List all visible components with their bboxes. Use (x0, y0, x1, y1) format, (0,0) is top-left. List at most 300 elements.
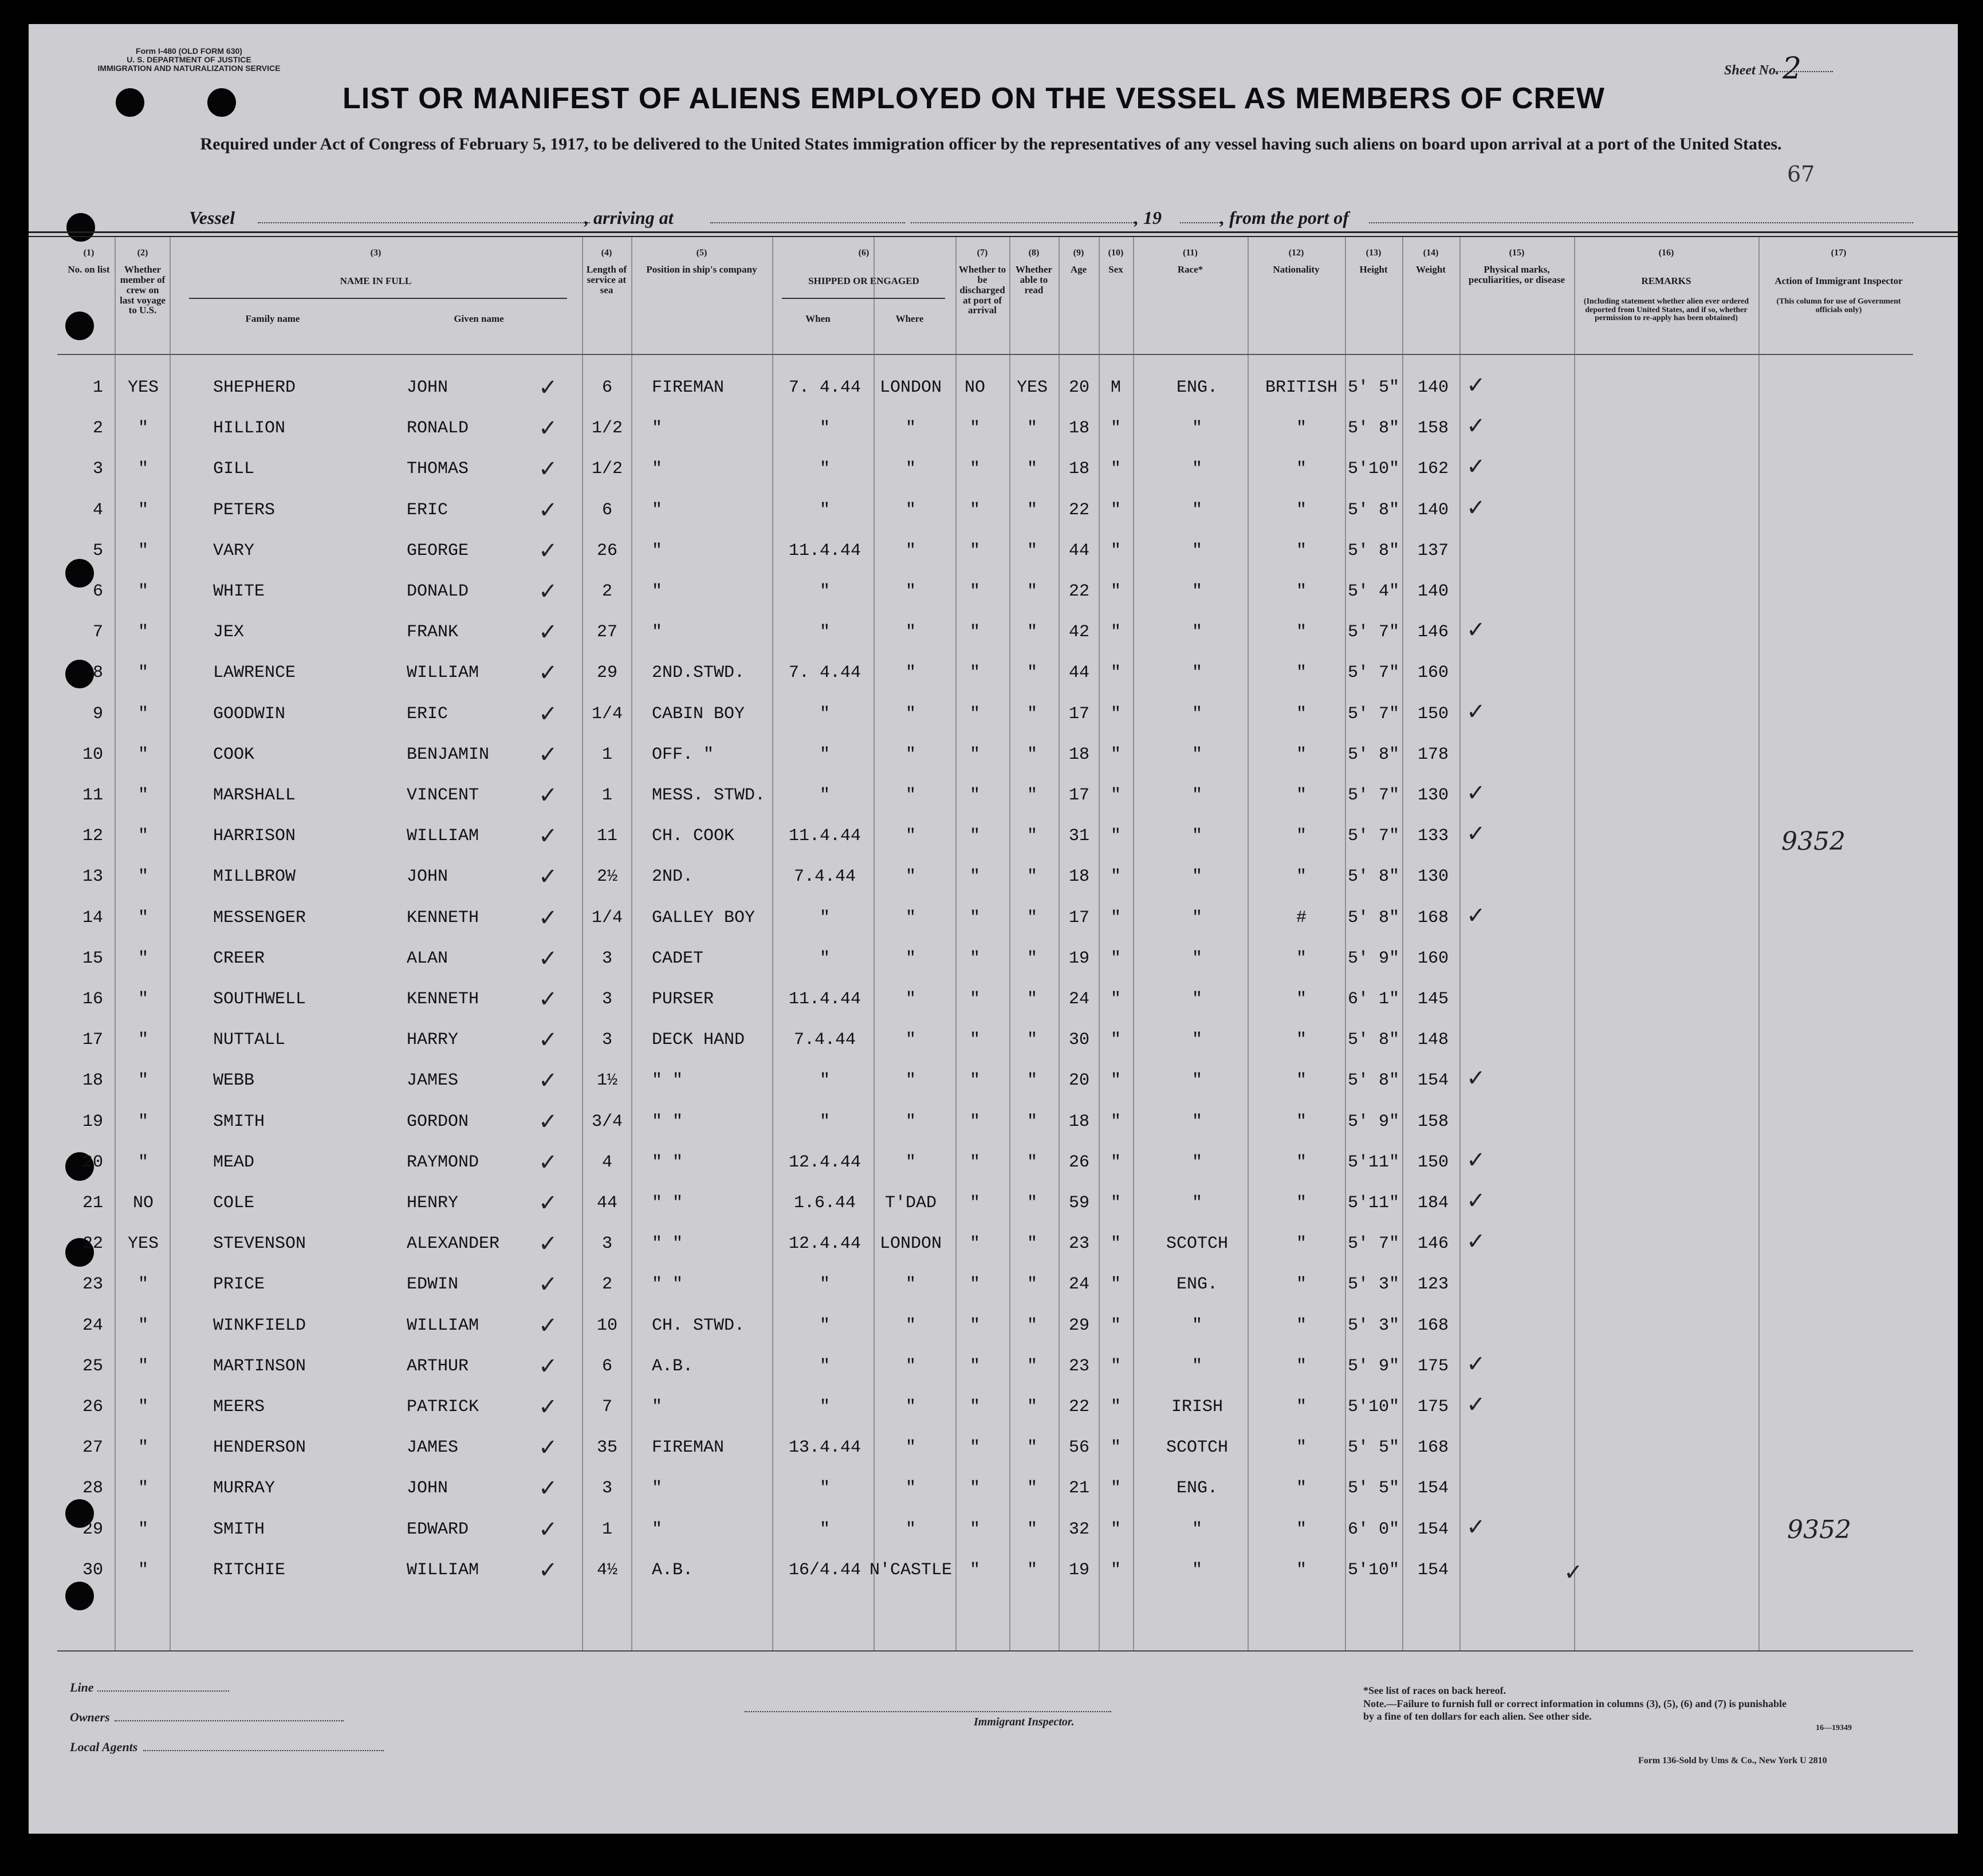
cell-height: 6' 0" (1347, 1519, 1399, 1539)
cell-prev: YES (127, 378, 159, 397)
cell-where: " (905, 459, 916, 479)
cell-height: 5'11" (1347, 1152, 1399, 1172)
cell-family: HARRISON (213, 826, 296, 846)
cell-nationality: " (1296, 1112, 1307, 1132)
cell-nationality: " (1296, 1030, 1307, 1050)
cell-where: " (905, 500, 916, 520)
year-field (1180, 222, 1220, 223)
cell-position: CH. STWD. (652, 1315, 745, 1335)
cell-service: 3/4 (591, 1112, 623, 1132)
cell-service: 1 (601, 744, 612, 764)
column-label: Weight (1416, 264, 1446, 275)
cell-sex: " (1110, 541, 1121, 561)
cell-discharge: " (969, 1397, 980, 1417)
cell-race: " (1191, 1519, 1202, 1539)
table-row (29, 698, 1958, 728)
cell-when: 11.4.44 (788, 990, 861, 1009)
cell-no: 4 (92, 500, 103, 520)
column-number: (7) (977, 248, 988, 258)
cell-no: 25 (82, 1356, 103, 1376)
cell-discharge: " (969, 1234, 980, 1254)
cell-discharge: " (969, 582, 980, 601)
cell-read: " (1026, 704, 1037, 724)
column-divider (1059, 237, 1060, 1650)
cell-weight: 162 (1417, 459, 1449, 479)
cell-where: N'CASTLE (869, 1560, 953, 1580)
cell-read: " (1026, 990, 1037, 1009)
cell-race: ENG. (1176, 378, 1218, 397)
check-mark-icon: ✓ (538, 700, 558, 727)
year-label: , 19 (1134, 207, 1162, 228)
cell-discharge: " (969, 786, 980, 805)
cell-nationality: " (1296, 541, 1307, 561)
column-divider (1345, 237, 1346, 1650)
cell-race: " (1191, 1193, 1202, 1213)
cell-no: 28 (82, 1479, 103, 1499)
check-mark-icon: ✓ (1466, 780, 1486, 806)
column-note: (Including statement whether alien ever ordered deported from United States, and if so, whether permission to re-apply has been obtained) (1583, 297, 1749, 323)
cell-height: 5' 7" (1347, 622, 1399, 643)
cell-discharge: " (969, 1356, 980, 1376)
cell-service: 3 (601, 1030, 612, 1050)
cell-nationality: " (1296, 867, 1307, 887)
cell-service: 4½ (596, 1560, 617, 1580)
cell-age: 17 (1068, 908, 1089, 928)
cell-position: " (652, 419, 663, 439)
table-row (29, 1188, 1958, 1217)
cell-nationality: " (1296, 1479, 1307, 1499)
cell-given: VINCENT (407, 786, 479, 805)
cell-weight: 145 (1417, 990, 1449, 1009)
cell-given: BENJAMIN (407, 744, 490, 764)
column-number: (6) (858, 248, 869, 258)
cell-weight: 154 (1417, 1071, 1449, 1091)
cell-sex: " (1110, 1438, 1121, 1458)
cell-prev: " (137, 1438, 148, 1458)
cell-height: 5' 8" (1347, 867, 1399, 887)
cell-when: " (819, 704, 830, 724)
cell-read: " (1026, 826, 1037, 846)
cell-weight: 146 (1417, 622, 1449, 643)
cell-race: " (1191, 1315, 1202, 1335)
check-mark-icon: ✓ (1466, 1188, 1486, 1214)
cell-given: HARRY (407, 1030, 459, 1050)
table-row (29, 1556, 1958, 1586)
cell-position: " (652, 1397, 663, 1417)
cell-nationality: # (1296, 908, 1307, 928)
cell-prev: " (137, 704, 148, 724)
table-row (29, 1392, 1958, 1421)
cell-service: 1 (601, 786, 612, 805)
check-mark-icon: ✓ (1466, 494, 1486, 521)
cell-read: " (1026, 1071, 1037, 1091)
cell-where: " (905, 1071, 916, 1091)
cell-where: " (905, 744, 916, 764)
cell-position: " " (652, 1193, 683, 1213)
cell-service: 4 (601, 1152, 612, 1172)
cell-position: MESS. STWD. (652, 786, 766, 805)
cell-age: 20 (1068, 1071, 1089, 1091)
from-port-field (1369, 222, 1913, 223)
cell-where: " (905, 1356, 916, 1376)
cell-age: 32 (1068, 1519, 1089, 1539)
cell-age: 22 (1068, 1397, 1089, 1417)
cell-prev: " (137, 419, 148, 439)
cell-discharge: " (969, 1112, 980, 1132)
cell-service: 27 (596, 622, 617, 643)
check-mark-icon: ✓ (538, 1516, 558, 1543)
cell-nationality: " (1296, 1234, 1307, 1254)
cell-no: 9 (92, 704, 103, 724)
cell-discharge: " (969, 1560, 980, 1580)
column-sublabel: When (805, 313, 831, 324)
cell-when: " (819, 948, 830, 968)
cell-nationality: " (1296, 622, 1307, 643)
table-row (29, 413, 1958, 443)
cell-position: PURSER (652, 990, 714, 1009)
check-mark-icon: ✓ (538, 904, 558, 931)
arriving-at-label: , arriving at (584, 207, 674, 228)
check-mark-icon: ✓ (538, 1067, 558, 1094)
punch-hole (116, 88, 144, 117)
cell-race: " (1191, 459, 1202, 479)
cell-read: " (1026, 1112, 1037, 1132)
cell-discharge: " (969, 990, 980, 1009)
cell-no: 24 (82, 1315, 103, 1335)
cell-when: " (819, 582, 830, 601)
cell-read: " (1026, 663, 1037, 683)
cell-race: " (1191, 826, 1202, 846)
cell-weight: 158 (1417, 1112, 1449, 1132)
table-row (29, 1271, 1958, 1299)
cell-sex: " (1110, 1193, 1121, 1213)
cell-discharge: " (969, 459, 980, 479)
cell-family: COLE (213, 1193, 255, 1213)
cell-height: 5'11" (1347, 1193, 1399, 1213)
cell-race: " (1191, 1112, 1202, 1132)
cell-no: 23 (82, 1275, 103, 1295)
cell-family: NUTTALL (213, 1030, 286, 1050)
cell-no: 12 (82, 826, 103, 846)
cell-sex: " (1110, 1560, 1121, 1580)
cell-read: " (1026, 500, 1037, 520)
cell-discharge: " (969, 1438, 980, 1458)
cell-position: " " (652, 1152, 683, 1172)
cell-prev: " (137, 1356, 148, 1376)
cell-race: " (1191, 419, 1202, 439)
cell-no: 1 (92, 378, 103, 397)
cell-weight: 168 (1417, 1438, 1449, 1458)
cell-discharge: " (969, 1193, 980, 1213)
cell-where: " (905, 786, 916, 805)
cell-given: WILLIAM (407, 826, 479, 846)
page-title: LIST OR MANIFEST OF ALIENS EMPLOYED ON THE VESSEL AS MEMBERS OF CREW (343, 82, 1605, 115)
cell-race: " (1191, 500, 1202, 520)
header-rule (29, 231, 1958, 233)
column-label: Whether able to read (1015, 264, 1053, 295)
cell-height: 5' 8" (1347, 1030, 1399, 1050)
cell-sex: " (1110, 1030, 1121, 1050)
cell-age: 30 (1068, 1030, 1089, 1050)
cell-family: LAWRENCE (213, 663, 296, 683)
cell-age: 17 (1068, 786, 1089, 805)
cell-nationality: " (1296, 1356, 1307, 1376)
cell-sex: " (1110, 459, 1121, 479)
column-label: Length of service at sea (586, 264, 627, 295)
cell-family: MEERS (213, 1397, 265, 1417)
cell-given: FRANK (407, 622, 459, 643)
cell-height: 5'10" (1347, 1397, 1399, 1417)
arriving-at-field (710, 222, 905, 223)
cell-where: " (905, 622, 916, 643)
cell-service: 1½ (596, 1071, 617, 1091)
form-code: 16—19349 (1816, 1724, 1852, 1732)
check-mark-icon: ✓ (1466, 902, 1486, 929)
column-label: Whether to be discharged at port of arrival (958, 264, 1006, 316)
cell-no: 22 (82, 1234, 103, 1254)
check-mark-icon: ✓ (538, 496, 558, 523)
footer-local-agents-field (143, 1750, 384, 1751)
cell-prev: " (137, 1519, 148, 1539)
punch-hole (65, 312, 94, 340)
check-mark-icon: ✓ (1466, 1514, 1486, 1540)
cell-read: " (1026, 908, 1037, 928)
cell-no: 27 (82, 1438, 103, 1458)
header-rule (29, 236, 1958, 237)
cell-read: " (1026, 1356, 1037, 1376)
cell-sex: " (1110, 1112, 1121, 1132)
cell-nationality: " (1296, 948, 1307, 968)
cell-service: 1/4 (591, 908, 623, 928)
cell-weight: 133 (1417, 826, 1449, 846)
cell-service: 2 (601, 582, 612, 601)
cell-height: 5' 5" (1347, 1438, 1399, 1458)
cell-read: " (1026, 459, 1037, 479)
column-number: (2) (137, 248, 148, 258)
cell-age: 18 (1068, 459, 1089, 479)
column-divider (1574, 237, 1575, 1650)
cell-service: 6 (601, 1356, 612, 1376)
cell-read: " (1026, 1315, 1037, 1335)
cell-race: " (1191, 786, 1202, 805)
cell-given: KENNETH (407, 908, 479, 928)
footer-line-field (97, 1690, 229, 1692)
cell-read: " (1026, 867, 1037, 887)
cell-race: ENG. (1176, 1479, 1218, 1499)
cell-weight: 146 (1417, 1234, 1449, 1254)
cell-where: " (905, 990, 916, 1009)
cell-prev: NO (132, 1193, 154, 1213)
cell-given: THOMAS (407, 459, 469, 479)
handwritten-note: 9352 (1787, 1515, 1851, 1544)
cell-weight: 140 (1417, 500, 1449, 520)
cell-position: " (652, 459, 663, 479)
check-mark-icon: ✓ (538, 1475, 558, 1502)
cell-prev: " (137, 1152, 148, 1172)
cell-when: 1.6.44 (793, 1193, 856, 1213)
cell-discharge: " (969, 704, 980, 724)
cell-where: " (905, 419, 916, 439)
cell-race: " (1191, 622, 1202, 643)
check-mark-icon: ✓ (538, 537, 558, 564)
check-mark-icon: ✓ (538, 1231, 558, 1258)
cell-position: 2ND. (652, 867, 694, 887)
cell-service: 35 (596, 1438, 617, 1458)
cell-discharge: " (969, 541, 980, 561)
cell-discharge: NO (964, 378, 985, 397)
cell-no: 15 (82, 948, 103, 968)
column-number: (4) (601, 248, 612, 258)
cell-when: " (819, 1356, 830, 1376)
cell-sex: " (1110, 826, 1121, 846)
cell-sex: " (1110, 1397, 1121, 1417)
cell-nationality: " (1296, 826, 1307, 846)
cell-race: " (1191, 582, 1202, 601)
cell-family: MURRAY (213, 1479, 276, 1499)
cell-no: 13 (82, 867, 103, 887)
column-divider (115, 237, 116, 1650)
cell-when: " (819, 419, 830, 439)
cell-prev: " (137, 948, 148, 968)
cell-age: 18 (1068, 1112, 1089, 1132)
cell-family: SHEPHERD (213, 378, 296, 397)
column-divider (1099, 237, 1100, 1650)
column-divider (1133, 237, 1134, 1650)
cell-nationality: " (1296, 663, 1307, 683)
cell-nationality: BRITISH (1265, 378, 1338, 397)
column-divider (1402, 237, 1403, 1650)
cell-read: " (1026, 1519, 1037, 1539)
column-number: (12) (1288, 248, 1304, 258)
form-number: Form I-480 (OLD FORM 630) (136, 46, 242, 56)
table-row (29, 1475, 1958, 1503)
cell-position: " (652, 1479, 663, 1499)
cell-family: MILLBROW (213, 867, 296, 887)
cell-no: 10 (82, 744, 103, 764)
cell-height: 5' 4" (1347, 582, 1399, 601)
column-label: Whether member of crew on last voyage to U.S. (120, 264, 166, 316)
cell-family: MEAD (213, 1152, 255, 1172)
cell-height: 5' 8" (1347, 908, 1399, 928)
cell-where: " (905, 908, 916, 928)
cell-nationality: " (1296, 1560, 1307, 1580)
cell-given: JOHN (407, 1479, 448, 1499)
column-number: (10) (1108, 248, 1124, 258)
table-row (29, 578, 1958, 606)
cell-discharge: " (969, 500, 980, 520)
column-divider (1009, 237, 1010, 1650)
cell-nationality: " (1296, 1071, 1307, 1091)
cell-no: 19 (82, 1112, 103, 1132)
cell-prev: " (137, 990, 148, 1009)
cell-position: " " (652, 1275, 683, 1295)
cell-discharge: " (969, 744, 980, 764)
column-label: Sex (1108, 264, 1123, 275)
column-sublabel: Given name (454, 313, 504, 324)
group-header-rule (189, 298, 567, 299)
sheet-number-label: Sheet No. (1724, 63, 1779, 78)
cell-family: CREER (213, 948, 265, 968)
cell-discharge: " (969, 908, 980, 928)
cell-when: " (819, 908, 830, 928)
cell-sex: " (1110, 1356, 1121, 1376)
cell-prev: " (137, 1030, 148, 1050)
cell-prev: " (137, 1479, 148, 1499)
check-mark-icon: ✓ (1466, 1228, 1486, 1255)
cell-weight: 178 (1417, 744, 1449, 764)
table-row (29, 1108, 1958, 1136)
cell-prev: " (137, 663, 148, 683)
cell-race: " (1191, 948, 1202, 968)
cell-family: JEX (213, 622, 245, 643)
cell-when: " (819, 500, 830, 520)
cell-when: " (819, 1519, 830, 1539)
cell-age: 26 (1068, 1152, 1089, 1172)
cell-read: " (1026, 419, 1037, 439)
cell-given: EDWIN (407, 1275, 459, 1295)
cell-family: STEVENSON (213, 1234, 306, 1254)
cell-no: 17 (82, 1030, 103, 1050)
cell-nationality: " (1296, 419, 1307, 439)
cell-height: 5' 8" (1347, 419, 1399, 439)
cell-no: 21 (82, 1193, 103, 1213)
cell-read: " (1026, 1234, 1037, 1254)
check-mark-icon: ✓ (538, 1434, 558, 1461)
cell-discharge: " (969, 1071, 980, 1091)
check-mark-icon: ✓ (538, 1190, 558, 1216)
table-row (29, 617, 1958, 647)
column-label: Race* (1177, 264, 1203, 275)
table-row (29, 454, 1958, 483)
table-row (29, 1514, 1958, 1544)
cell-family: PRICE (213, 1275, 265, 1295)
cell-position: " (652, 541, 663, 561)
cell-height: 5' 7" (1347, 786, 1399, 805)
cell-family: GILL (213, 459, 255, 479)
cell-age: 18 (1068, 867, 1089, 887)
cell-age: 22 (1068, 582, 1089, 601)
cell-where: " (905, 948, 916, 968)
cell-when: " (819, 1315, 830, 1335)
check-mark-icon: ✓ (538, 986, 558, 1012)
cell-weight: 150 (1417, 1152, 1449, 1172)
cell-weight: 168 (1417, 1315, 1449, 1335)
cell-race: " (1191, 1030, 1202, 1050)
column-note: (This column for use of Government officials only) (1776, 297, 1901, 314)
cell-height: 5' 5" (1347, 1479, 1399, 1499)
cell-prev: " (137, 1112, 148, 1132)
cell-when: " (819, 786, 830, 805)
cell-position: CADET (652, 948, 704, 968)
table-row (29, 986, 1958, 1014)
cell-read: " (1026, 1438, 1037, 1458)
cell-given: ERIC (407, 500, 448, 520)
cell-nationality: " (1296, 704, 1307, 724)
cell-sex: " (1110, 1152, 1121, 1172)
cell-given: KENNETH (407, 990, 479, 1009)
cell-prev: " (137, 786, 148, 805)
cell-where: " (905, 867, 916, 887)
table-row (29, 660, 1958, 687)
cell-age: 24 (1068, 1275, 1089, 1295)
cell-prev: " (137, 622, 148, 643)
cell-height: 5' 9" (1347, 1356, 1399, 1376)
table-row (29, 1065, 1958, 1095)
cell-nationality: " (1296, 744, 1307, 764)
cell-age: 44 (1068, 663, 1089, 683)
cell-race: " (1191, 867, 1202, 887)
cell-sex: " (1110, 1234, 1121, 1254)
